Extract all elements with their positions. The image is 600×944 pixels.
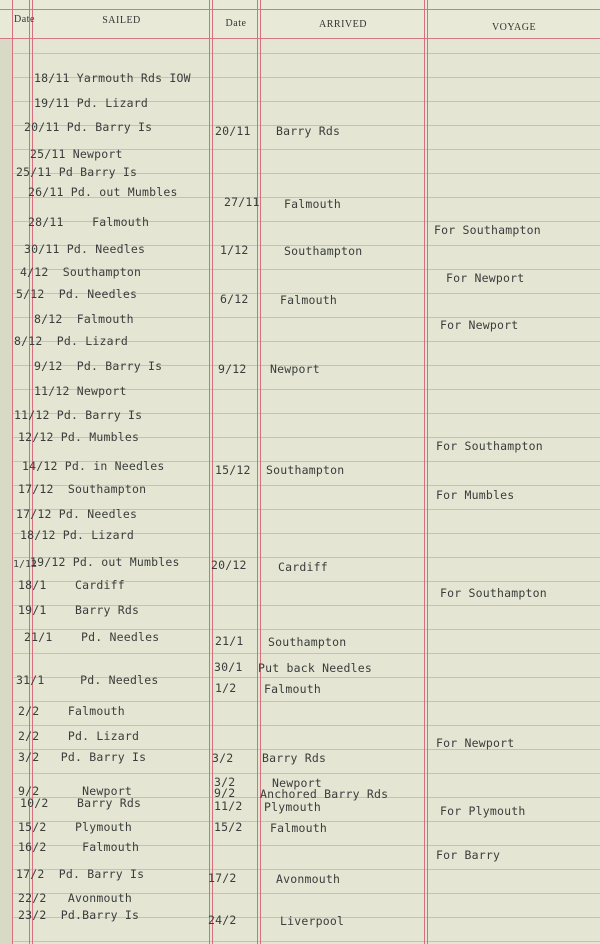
sailed-entry: 2/2 Falmouth [18,704,125,718]
sailed-entry: 26/11 Pd. out Mumbles [28,185,178,199]
sailed-entry: 3/2 Pd. Barry Is [18,750,147,764]
sailed-entry: 8/12 Falmouth [34,312,134,326]
arrived-place: Falmouth [280,293,337,307]
header-arrived: ARRIVED [319,19,367,30]
sailed-entry: 8/12 Pd. Lizard [14,334,128,348]
arrived-place: Cardiff [278,560,328,574]
arrived-place: Southampton [266,463,345,477]
left-margin [0,0,12,944]
arrived-date: 1/2 [215,681,237,695]
sailed-entry: 19/1 Barry Rds [18,603,140,617]
voyage-entry: For Southampton [436,439,543,453]
sailed-entry: 31/1 Pd. Needles [16,673,159,687]
rule-sailed [209,0,210,944]
sailed-entry: 18/11 Yarmouth Rds IOW [34,71,191,85]
arrived-date: 21/1 [215,634,244,648]
sailed-entry: 19/12 Pd. out Mumbles [30,555,180,569]
arrived-date: 30/1 [214,660,243,674]
sailed-entry: 11/12 Pd. Barry Is [14,408,143,422]
arrived-place: Falmouth [284,197,341,211]
sailed-entry: 22/2 Avonmouth [18,891,132,905]
sailed-entry: 10/2 Barry Rds [20,796,142,810]
arrived-place: Southampton [268,635,347,649]
sailed-entry: 18/12 Pd. Lizard [20,528,134,542]
arrived-place: Liverpool [280,914,345,928]
arrived-date: 6/12 [220,292,249,306]
voyage-entry: For Southampton [434,223,541,237]
arrived-place: Southampton [284,244,363,258]
voyage-entry: For Mumbles [436,488,515,502]
voyage-entry: For Barry [436,848,501,862]
arrived-date: 15/12 [215,463,251,477]
sailed-entry: 17/2 Pd. Barry Is [16,867,145,881]
voyage-entry: For Newport [436,736,515,750]
arrived-place: Avonmouth [276,872,341,886]
sailed-entry: 14/12 Pd. in Needles [22,459,165,473]
arrived-place: Anchored Barry Rds [260,787,389,801]
overlay-note: 1/12 [13,559,38,570]
rule-left [12,0,13,944]
top-rule [0,9,600,10]
arrived-date: 20/12 [211,558,247,572]
arrived-date: 27/11 [224,195,260,209]
voyage-entry: For Newport [446,271,525,285]
arrived-place: Falmouth [264,682,321,696]
sailed-entry: 12/12 Pd. Mumbles [18,430,140,444]
header-sailed: SAILED [102,15,141,26]
sailed-entry: 15/2 Plymouth [18,820,132,834]
rule-arrived [424,0,425,944]
sailed-entry: 19/11 Pd. Lizard [34,96,148,110]
sailed-entry: 23/2 Pd.Barry Is [18,908,140,922]
arrived-date: 9/12 [218,362,247,376]
voyage-entry: For Plymouth [440,804,526,818]
arrived-date: 1/12 [220,243,249,257]
arrived-place: Barry Rds [262,751,327,765]
sailed-entry: 17/12 Southampton [18,482,147,496]
arrived-date: 3/2 [212,751,234,765]
sailed-entry: 30/11 Pd. Needles [24,242,146,256]
arrived-date: 3/2 [214,775,236,789]
sailed-entry: 9/12 Pd. Barry Is [34,359,163,373]
arrived-date: 9/2 [214,786,236,800]
arrived-place: Newport [272,776,322,790]
header-date-arrived: Date [225,18,247,29]
sailed-entry: 5/12 Pd. Needles [16,287,138,301]
sailed-entry: 17/12 Pd. Needles [16,507,138,521]
sailed-entry: 2/2 Pd. Lizard [18,729,140,743]
sailed-entry: 21/1 Pd. Needles [24,630,160,644]
sailed-entry: 9/2 Newport [18,784,132,798]
arrived-date: 17/2 [208,871,237,885]
sailed-entry: 25/11 Pd Barry Is [16,165,138,179]
arrived-place: Plymouth [264,800,321,814]
sailed-entry: 4/12 Southampton [20,265,142,279]
sailed-entry: 28/11 Falmouth [28,215,150,229]
rule-date2 [257,0,258,944]
arrived-place: Newport [270,362,320,376]
header-date-sailed: Date [14,14,35,25]
voyage-entry: For Southampton [440,586,547,600]
voyage-entry: For Newport [440,318,519,332]
arrived-place: Falmouth [270,821,327,835]
sailed-entry: 16/2 Falmouth [18,840,140,854]
arrived-place: Put back Needles [258,661,372,675]
arrived-date: 15/2 [214,820,243,834]
sailed-entry: 11/12 Newport [34,384,127,398]
arrived-date: 11/2 [214,799,243,813]
sailed-entry: 25/11 Newport [30,147,123,161]
header-voyage: VOYAGE [491,22,537,33]
sailed-entry: 20/11 Pd. Barry Is [24,120,153,134]
arrived-place: Barry Rds [276,124,341,138]
arrived-date: 24/2 [208,913,237,927]
sailed-entry: 18/1 Cardiff [18,578,125,592]
arrived-date: 20/11 [215,124,251,138]
